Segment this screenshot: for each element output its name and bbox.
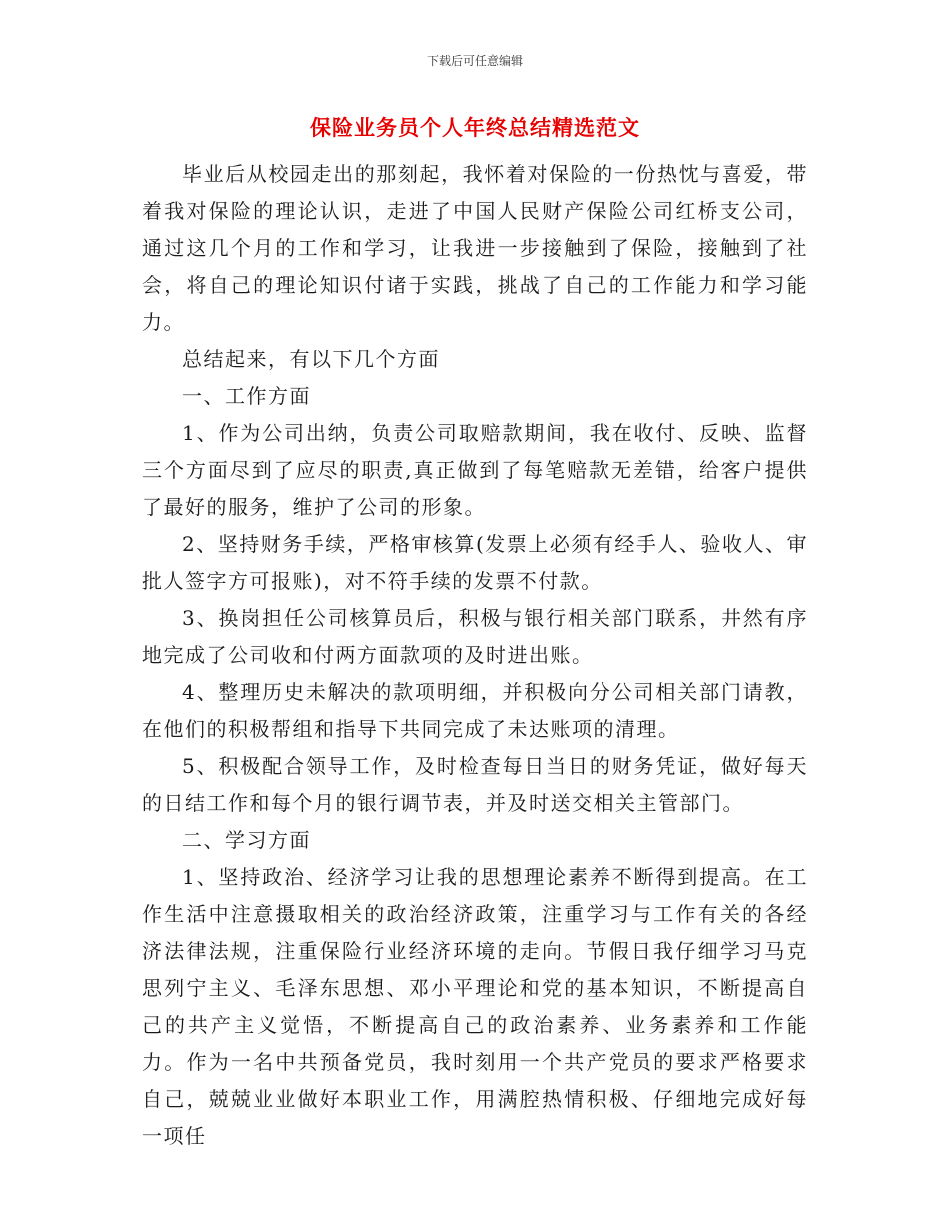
document-title: 保险业务员个人年终总结精选范文 — [310, 116, 640, 140]
paragraph-work-3: 3、换岗担任公司核算员后，积极与银行相关部门联系，井然有序地完成了公司收和付两方面款项的及时进出账。 — [142, 606, 808, 667]
document-body — [142, 156, 808, 1155]
section-heading-work: 一、工作方面 — [182, 384, 311, 408]
paragraph-work-5: 5、积极配合领导工作，及时检查每日当日的财务凭证，做好每天的日结工作和每个月的银行调节表，并及时送交相关主管部门。 — [142, 754, 808, 815]
paragraph-work-1: 1、作为公司出纳，负责公司取赔款期间，我在收付、反映、监督三个方面尽到了应尽的职责,真正做到了每笔赔款无差错，给客户提供了最好的服务，维护了公司的形象。 — [142, 421, 808, 519]
section-heading-study: 二、学习方面 — [182, 828, 311, 852]
paragraph-work-2: 2、坚持财务手续，严格审核算(发票上必须有经手人、验收人、审批人签字方可报账)，对不符手续的发票不付款。 — [142, 532, 808, 593]
header-note: 下载后可任意编辑 — [426, 54, 523, 68]
paragraph-intro: 毕业后从校园走出的那刻起，我怀着对保险的一份热忱与喜爱，带着我对保险的理论认识，走进了中国人民财产保险公司红桥支公司，通过这几个月的工作和学习，让我进一步接触到了保险，接触到了社会，将自己的理论知识付诸于实践，挑战了自己的工作能力和学习能力。 — [142, 162, 808, 334]
paragraph-summary: 总结起来，有以下几个方面 — [182, 347, 440, 371]
paragraph-study-1: 1、坚持政治、经济学习让我的思想理论素养不断得到提高。在工作生活中注意摄取相关的政治经济政策，注重学习与工作有关的各经济法律法规，注重保险行业经济环境的走向。节假日我仔细学习马克思列宁主义、毛泽东思想、邓小平理论和党的基本知识，不断提高自己的共产主义觉悟，不断提高自己的政治素养、业务素养和工作能力。作为一名中共预备党员，我时刻用一个共产党员的要求严格要求自己，兢兢业业做好本职业工作，用满腔热情积极、仔细地完成好每一项任 — [142, 865, 808, 1148]
paragraph-work-4: 4、整理历史未解决的款项明细，并积极向分公司相关部门请教，在他们的积极帮组和指导下共同完成了未达账项的清理。 — [142, 680, 808, 741]
